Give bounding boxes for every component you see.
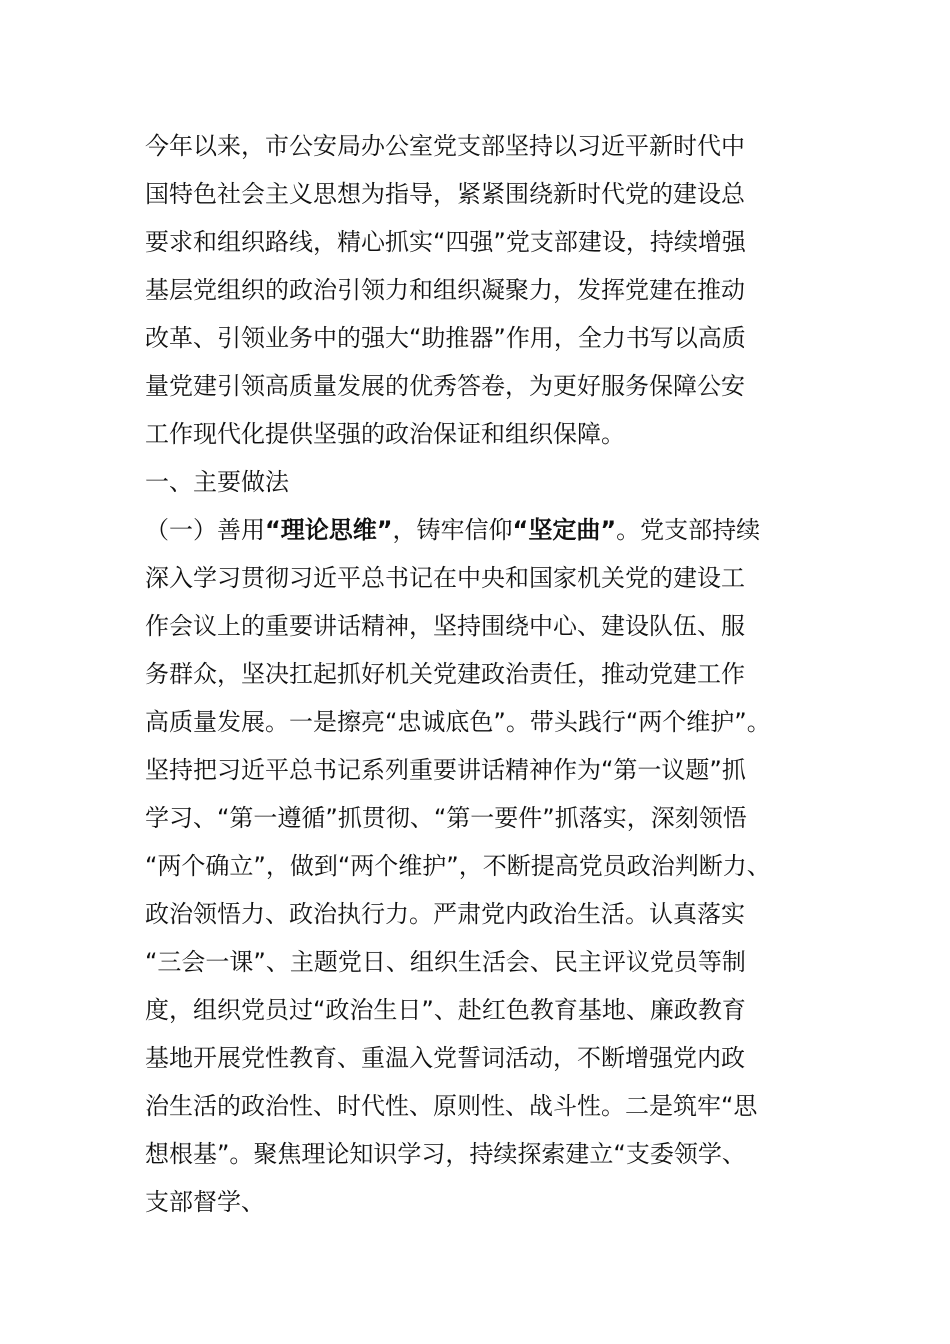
body-line: 度，组织党员过“政治生日”、赴红色教育基地、廉政教育 bbox=[145, 996, 746, 1024]
body-line: 治生活的政治性、时代性、原则性、战斗性。二是筑牢“思 bbox=[145, 1092, 758, 1120]
body-line: 学习、“第一遵循”抓贯彻、“第一要件”抓落实，深刻领悟 bbox=[145, 804, 747, 832]
body-line: “两个确立”，做到“两个维护”，不断提高党员政治判断力、 bbox=[145, 852, 771, 880]
body-line: “三会一课”、主题党日、组织生活会、民主评议党员等制 bbox=[145, 948, 746, 976]
body-line: 深入学习贯彻习近平总书记在中央和国家机关党的建设工 bbox=[145, 564, 745, 592]
intro-line: 要求和组织路线，精心抓实“四强”党支部建设，持续增强 bbox=[145, 228, 746, 256]
document-body bbox=[145, 122, 815, 1226]
intro-line: 量党建引领高质量发展的优秀答卷，为更好服务保障公安 bbox=[145, 372, 745, 400]
body-line: 坚持把习近平总书记系列重要讲话精神作为“第一议题”抓 bbox=[145, 756, 746, 784]
intro-line: 今年以来，市公安局办公室党支部坚持以习近平新时代中 bbox=[145, 132, 745, 160]
body-line: 基地开展党性教育、重温入党誓词活动，不断增强党内政 bbox=[145, 1044, 745, 1072]
subheading-suffix: 。党支部持续 bbox=[616, 516, 761, 544]
body-line: 高质量发展。一是擦亮“忠诚底色”。带头践行“两个维护”。 bbox=[145, 708, 771, 736]
subheading-middle: ，铸牢信仰 bbox=[392, 516, 513, 544]
body-line: 支部督学、 bbox=[145, 1188, 265, 1216]
body-line: 务群众，坚决扛起抓好机关党建政治责任，推动党建工作 bbox=[145, 660, 745, 688]
intro-line: 基层党组织的政治引领力和组织凝聚力，发挥党建在推动 bbox=[145, 276, 745, 304]
subheading-prefix: （一）善用 bbox=[145, 516, 265, 544]
body-line: 作会议上的重要讲话精神，坚持围绕中心、建设队伍、服 bbox=[145, 612, 745, 640]
intro-line: 改革、引领业务中的强大“助推器”作用，全力书写以高质 bbox=[145, 324, 746, 352]
subheading-bold-2: “坚定曲” bbox=[512, 516, 617, 544]
subheading-bold-1: “理论思维” bbox=[265, 516, 393, 544]
intro-line: 工作现代化提供坚强的政治保证和组织保障。 bbox=[145, 420, 625, 448]
intro-line: 国特色社会主义思想为指导，紧紧围绕新时代党的建设总 bbox=[145, 180, 745, 208]
subheading-line bbox=[145, 506, 815, 554]
body-line: 政治领悟力、政治执行力。严肃党内政治生活。认真落实 bbox=[145, 900, 745, 928]
body-line: 想根基”。聚焦理论知识学习，持续探索建立“支委领学、 bbox=[145, 1140, 746, 1168]
section-heading: 一、主要做法 bbox=[145, 468, 289, 496]
